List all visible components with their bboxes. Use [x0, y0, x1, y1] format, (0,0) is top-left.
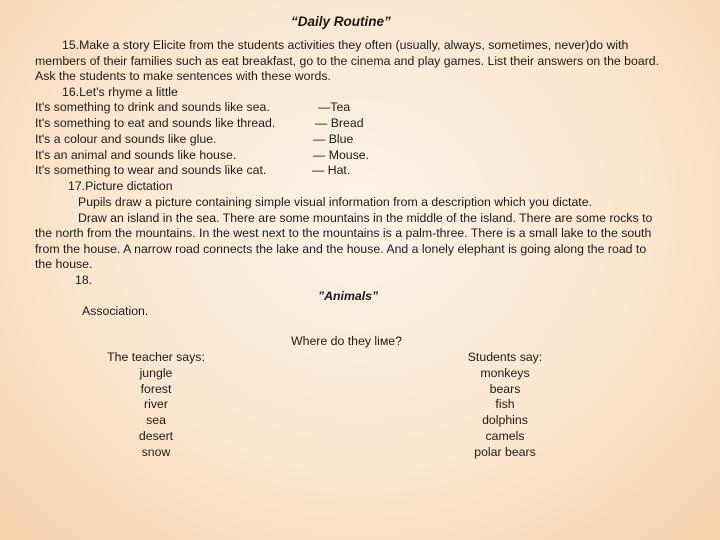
rhyme-clue: It's a colour and sounds like glue. [35, 132, 217, 146]
teacher-word: jungle [139, 365, 173, 380]
rhyme-clue: It's something to wear and sounds like cat. [35, 163, 267, 177]
task-17-line: from the house. A narrow road connects the lake and the house. And a lonely elephant is going along the road to [35, 242, 647, 256]
task-15-line: 15.Make a story Elicite from the students activities they often (usually, always, sometimes, never)do with [62, 38, 629, 52]
teacher-word: snow [141, 444, 171, 459]
rhyme-clue: It's an animal and sounds like house. [35, 148, 237, 162]
students-column [452, 350, 558, 461]
task-16-heading: 16.Let's rhyme a little [62, 85, 178, 99]
students-word: fish [495, 397, 515, 412]
teacher-word: sea [146, 413, 166, 428]
rhyme-clue: It's something to eat and sounds like thread. [35, 116, 276, 130]
students-word: polar bears [474, 444, 536, 459]
task-17-intro: Pupils draw a picture containing simple visual information from a description which you dictate. [78, 195, 592, 209]
task-15-line: members of their families such as eat breakfast, go to the cinema and play games. List their answers on the board. [35, 54, 660, 68]
students-word: dolphins [482, 413, 528, 428]
teacher-word: desert [138, 428, 174, 443]
students-word: bears [489, 381, 521, 396]
task-17-heading: 17.Picture dictation [68, 179, 173, 193]
task-17-line: Draw an island in the sea. There are some mountains in the middle of the island. There are some rocks to [78, 211, 653, 225]
teacher-heading: The teacher says: [107, 350, 205, 364]
students-word: monkeys [480, 365, 530, 380]
rhyme-answer: — Blue [313, 132, 354, 146]
rhyme-answer: — Mouse. [313, 148, 370, 162]
rhyme-answer: —Tea [318, 100, 351, 114]
students-heading: Students say: [467, 350, 543, 364]
association-label: Association. [82, 304, 149, 318]
slide-title: “Daily Routine” [291, 14, 391, 29]
task-15-line: Ask the students to make sentences with these words. [35, 69, 331, 83]
rhyme-clue: It's something to drink and sounds like sea. [35, 100, 270, 114]
question-text: Where do they lіме? [291, 334, 402, 348]
task-17-line: the north from the mountains. In the west next to the mountains is a palm-three. There is a small lake to the south [35, 226, 652, 240]
animals-title: ”Animals” [318, 289, 379, 303]
teacher-word: river [144, 397, 168, 412]
students-word: camels [485, 428, 525, 443]
task-17-line: the house. [35, 257, 93, 271]
teacher-word: forest [140, 381, 172, 396]
rhyme-answer: — Bread [315, 116, 364, 130]
teacher-column [96, 350, 216, 461]
rhyme-answer: — Hat. [312, 163, 351, 177]
task-18-number: 18. [75, 273, 93, 287]
